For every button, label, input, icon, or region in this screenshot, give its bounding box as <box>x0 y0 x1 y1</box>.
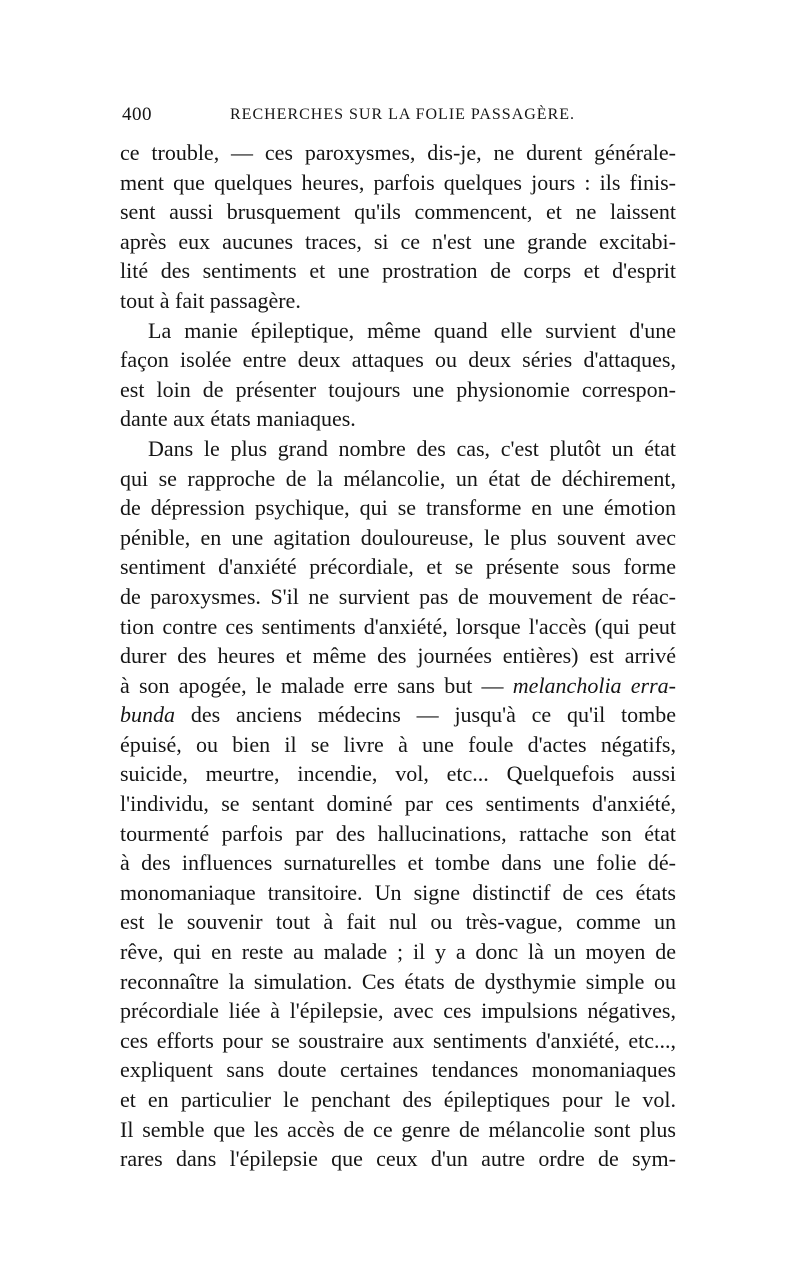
text-fragment: des anciens médecins — jusqu'à ce qu'il tombe <box>175 702 676 728</box>
text-line: ces efforts pour se soustraire aux sentiments d'anxiété, etc..., <box>120 1027 676 1053</box>
text-line: rêve, qui en reste au malade ; il y a donc là un moyen de <box>120 939 676 965</box>
text-line: est loin de présenter toujours une physionomie correspon- <box>120 376 676 402</box>
text-line: reconnaître la simulation. Ces états de dysthymie simple ou <box>120 968 676 994</box>
text-line: monomaniaque transitoire. Un signe distinctif de ces états <box>120 879 676 905</box>
text-line: qui se rapproche de la mélancolie, un état de déchirement, <box>120 465 676 491</box>
text-line-with-italic <box>120 671 676 701</box>
text-line: tourmenté parfois par des hallucinations, rattache son état <box>120 820 676 846</box>
text-line: épuisé, ou bien il se livre à une foule d'actes négatifs, <box>120 731 676 757</box>
text-line: façon isolée entre deux attaques ou deux séries d'attaques, <box>120 347 676 373</box>
text-line: lité des sentiments et une prostration de corps et d'esprit <box>120 258 676 284</box>
text-line: de dépression psychique, qui se transforme en une émotion <box>120 495 676 521</box>
text-fragment: à son apogée, le malade erre sans but — <box>120 672 513 698</box>
running-title: RECHERCHES SUR LA FOLIE PASSAGÈRE. <box>230 106 576 123</box>
text-line: suicide, meurtre, incendie, vol, etc... Quelquefois aussi <box>120 761 676 787</box>
page-number: 400 <box>122 104 152 125</box>
text-line: sent aussi brusquement qu'ils commencent, et ne laissent <box>120 199 676 225</box>
text-line-with-italic <box>120 700 676 730</box>
text-line: tion contre ces sentiments d'anxiété, lorsque l'accès (qui peut <box>120 613 676 639</box>
text-line: rares dans l'épilepsie que ceux d'un autre ordre de sym- <box>120 1146 676 1172</box>
text-line: tout à fait passagère. <box>120 287 301 313</box>
text-line: pénible, en une agitation douloureuse, le plus souvent avec <box>120 524 676 550</box>
text-line: de paroxysmes. S'il ne survient pas de mouvement de réac- <box>120 583 676 609</box>
text-line: précordiale liée à l'épilepsie, avec ces impulsions négatives, <box>120 998 676 1024</box>
body-text <box>120 138 676 1174</box>
italic-phrase: melancholia erra- <box>512 672 676 698</box>
text-line: ment que quelques heures, parfois quelques jours : ils finis- <box>120 169 676 195</box>
text-line: après eux aucunes traces, si ce n'est une grande excitabi- <box>120 228 676 254</box>
text-line: sentiment d'anxiété précordiale, et se présente sous forme <box>120 554 676 580</box>
text-line: Dans le plus grand nombre des cas, c'est plutôt un état <box>148 435 676 461</box>
text-line: est le souvenir tout à fait nul ou très-vague, comme un <box>120 909 676 935</box>
text-line: dante aux états maniaques. <box>120 406 356 432</box>
text-line: durer des heures et même des journées entières) est arrivé <box>120 643 676 669</box>
text-line: l'individu, se sentant dominé par ces sentiments d'anxiété, <box>120 791 676 817</box>
running-head <box>122 102 682 128</box>
text-line: La manie épileptique, même quand elle survient d'une <box>148 317 676 343</box>
text-line: expliquent sans doute certaines tendances monomaniaques <box>120 1057 676 1083</box>
text-line: ce trouble, — ces paroxysmes, dis-je, ne durent générale- <box>120 140 676 165</box>
text-line: et en particulier le penchant des épileptiques pour le vol. <box>120 1087 676 1112</box>
text-line: à des influences surnaturelles et tombe dans une folie dé- <box>120 850 676 876</box>
italic-phrase: bunda <box>120 702 175 728</box>
text-line: Il semble que les accès de ce genre de mélancolie sont plus <box>120 1116 676 1142</box>
